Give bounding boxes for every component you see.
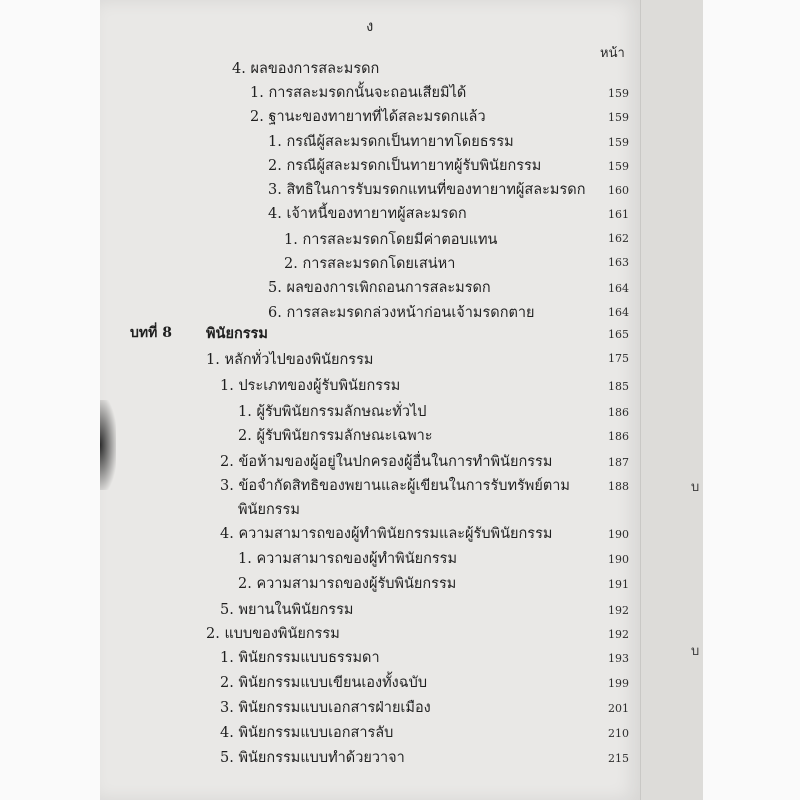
page-column-heading: หน้า [600, 46, 625, 61]
toc-page-number: 164 [608, 282, 629, 295]
toc-page-number: 175 [608, 352, 629, 365]
toc-page-number: 192 [608, 628, 629, 641]
toc-page-number: 199 [608, 677, 629, 690]
page-number-letter: ง [366, 17, 374, 35]
toc-page-number: 188 [608, 480, 629, 493]
toc-entry: 2. การสละมรดกโดยเสน่หา [284, 256, 456, 272]
toc-entry: 3. ข้อจำกัดสิทธิของพยานและผู้เขียนในการรับทรัพย์ตาม [220, 478, 570, 494]
binding-shadow [100, 400, 116, 490]
toc-page-number: 187 [608, 456, 629, 469]
chapter-title: พินัยกรรม [206, 325, 268, 342]
toc-page-number: 185 [608, 380, 629, 393]
toc-entry: 1. พินัยกรรมแบบธรรมดา [220, 650, 380, 666]
adjacent-page-edge [640, 0, 703, 800]
adjacent-page-glyph: บ [691, 480, 700, 495]
toc-entry: 2. ความสามารถของผู้รับพินัยกรรม [238, 576, 457, 592]
toc-page-number: 190 [608, 553, 629, 566]
toc-entry: 5. พยานในพินัยกรรม [220, 602, 354, 618]
toc-entry: พินัยกรรม [238, 502, 300, 518]
toc-entry: 1. การสละมรดกนั้นจะถอนเสียมิได้ [250, 85, 467, 101]
toc-entry: 1. ผู้รับพินัยกรรมลักษณะทั่วไป [238, 404, 427, 420]
toc-page-number: 186 [608, 406, 629, 419]
toc-page-number: 159 [608, 87, 629, 100]
adjacent-page-glyph: บ [691, 644, 700, 659]
toc-entry: 1. หลักทั่วไปของพินัยกรรม [206, 352, 374, 368]
toc-entry: 1. ประเภทของผู้รับพินัยกรรม [220, 378, 401, 394]
toc-page-number: 159 [608, 160, 629, 173]
toc-entry: 2. ผู้รับพินัยกรรมลักษณะเฉพาะ [238, 428, 433, 444]
toc-page-number: 193 [608, 652, 629, 665]
toc-entry: 2. แบบของพินัยกรรม [206, 626, 340, 642]
toc-entry: 4. ความสามารถของผู้ทำพินัยกรรมและผู้รับพินัยกรรม [220, 526, 553, 542]
toc-entry: 2. กรณีผู้สละมรดกเป็นทายาทผู้รับพินัยกรรม [268, 158, 542, 174]
toc-entry: 4. เจ้าหนี้ของทายาทผู้สละมรดก [268, 206, 467, 222]
toc-page-number: 192 [608, 604, 629, 617]
toc-page-number: 210 [608, 727, 629, 740]
toc-page-number: 215 [608, 752, 629, 765]
toc-page-number: 159 [608, 111, 629, 124]
toc-entry: 2. ข้อห้ามของผู้อยู่ในปกครองผู้อื่นในการทำพินัยกรรม [220, 454, 553, 470]
toc-page-number: 160 [608, 184, 629, 197]
toc-entry: 4. พินัยกรรมแบบเอกสารลับ [220, 725, 394, 741]
toc-page-number: 201 [608, 702, 629, 715]
toc-page-number: 161 [608, 208, 629, 221]
toc-page-number: 163 [608, 256, 629, 269]
toc-page-number: 186 [608, 430, 629, 443]
toc-entry: 2. พินัยกรรมแบบเขียนเองทั้งฉบับ [220, 675, 428, 691]
toc-entry: 1. ความสามารถของผู้ทำพินัยกรรม [238, 551, 458, 567]
chapter-label: บทที่ 8 [130, 325, 172, 341]
toc-page-number: 159 [608, 136, 629, 149]
toc-page-number: 165 [608, 328, 629, 341]
toc-entry: 1. การสละมรดกโดยมีค่าตอบแทน [284, 232, 498, 248]
toc-entry: 4. ผลของการสละมรดก [232, 61, 380, 77]
toc-entry: 3. พินัยกรรมแบบเอกสารฝ่ายเมือง [220, 700, 431, 716]
toc-entry: 5. ผลของการเพิกถอนการสละมรดก [268, 280, 491, 296]
toc-page-number: 164 [608, 306, 629, 319]
toc-page-number: 190 [608, 528, 629, 541]
toc-page-number: 162 [608, 232, 629, 245]
toc-entry: 5. พินัยกรรมแบบทำด้วยวาจา [220, 750, 405, 766]
toc-entry: 6. การสละมรดกล่วงหน้าก่อนเจ้ามรดกตาย [268, 305, 535, 321]
toc-entry: 3. สิทธิในการรับมรดกแทนที่ของทายาทผู้สละมรดก [268, 182, 586, 198]
toc-entry: 1. กรณีผู้สละมรดกเป็นทายาทโดยธรรม [268, 134, 514, 150]
toc-entry: 2. ฐานะของทายาทที่ได้สละมรดกแล้ว [250, 109, 486, 125]
toc-page-number: 191 [608, 578, 629, 591]
